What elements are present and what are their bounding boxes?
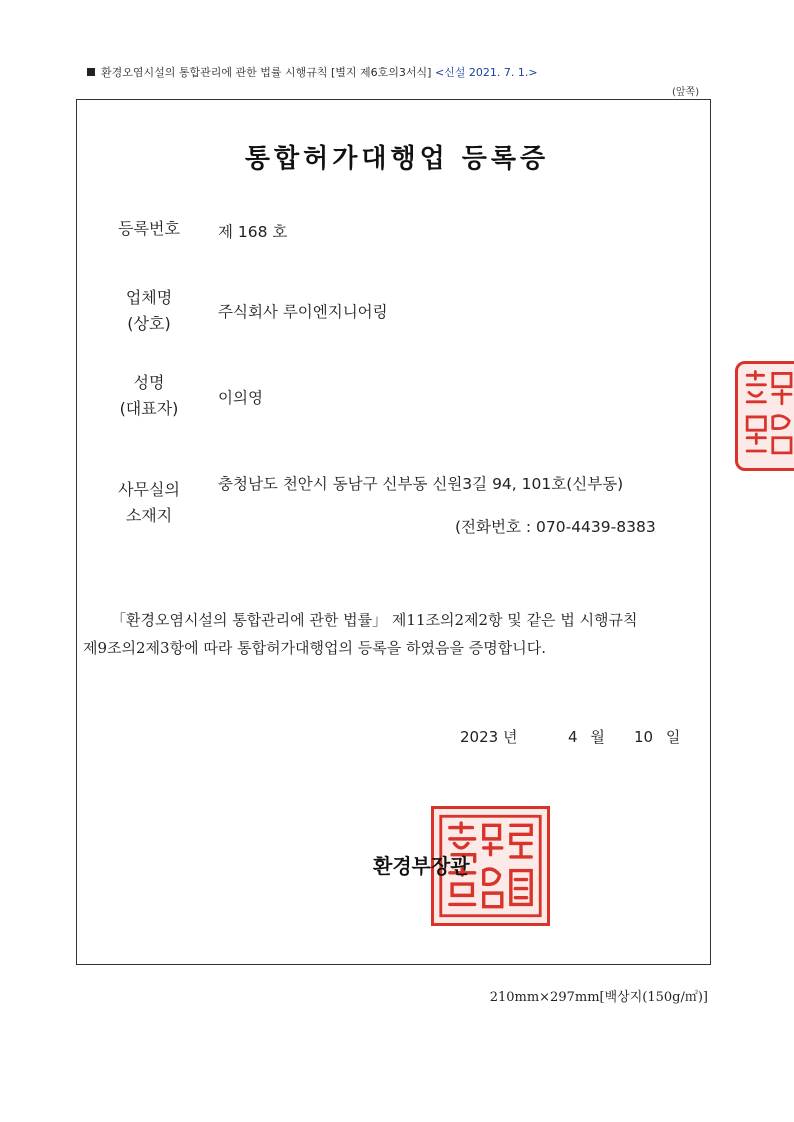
label-text-sub: (대표자) <box>119 399 179 418</box>
form-reference: 환경오염시설의 통합관리에 관한 법률 시행규칙 [별지 제6호의3서식] <신설 2021. 7. 1.> <box>87 64 538 80</box>
office-address: 충청남도 천안시 동남구 신부동 신원3길 94, 101호(신부동) <box>218 475 624 493</box>
issue-date-day <box>634 726 680 747</box>
side-seal <box>735 361 794 471</box>
issue-date-month <box>568 726 605 747</box>
paper-specification: 210mm×297mm[백상지(150g/㎡)] <box>489 990 708 1005</box>
office-phone: (전화번호 : 070-4439-8383 <box>455 518 656 536</box>
issue-date <box>460 726 517 747</box>
issuer-name: 환경부장관 <box>373 854 470 878</box>
field-label-company-name <box>104 285 194 337</box>
statement-line: 제9조의2제3항에 따라 통합허가대행업의 등록을 하였음을 증명합니다. <box>83 639 546 657</box>
date-year: 2023 <box>460 728 499 746</box>
seal-icon <box>738 364 794 468</box>
label-text: 사무실의 <box>118 480 180 499</box>
label-text: 업체명 <box>125 288 173 307</box>
label-text: 등록번호 <box>118 219 180 238</box>
date-year-unit: 년 <box>502 728 518 746</box>
registration-number: 제 168 호 <box>218 223 288 241</box>
revision-note: <신설 2021. 7. 1.> <box>434 66 538 79</box>
statement-line: 「환경오염시설의 통합관리에 관한 법률」 제11조의2제2항 및 같은 법 시행규칙 <box>111 611 638 629</box>
label-text: 성명 <box>133 373 165 392</box>
label-text-sub: 소재지 <box>125 506 173 525</box>
company-name: 주식회사 루이엔지니어링 <box>218 303 388 321</box>
representative-name: 이의영 <box>218 389 263 407</box>
date-day-unit: 일 <box>665 728 681 746</box>
date-month: 4 <box>568 728 578 746</box>
field-label-representative <box>104 370 194 422</box>
label-text-sub: (상호) <box>127 314 171 333</box>
square-bullet-icon <box>87 68 95 76</box>
date-day: 10 <box>634 728 654 746</box>
certification-statement <box>83 606 703 662</box>
document-title: 통합허가대행업 등록증 <box>244 144 550 174</box>
date-month-unit: 월 <box>590 728 605 746</box>
field-label-registration-number <box>104 216 194 242</box>
side-label: (앞쪽) <box>672 87 700 98</box>
field-label-office-location <box>104 477 194 529</box>
